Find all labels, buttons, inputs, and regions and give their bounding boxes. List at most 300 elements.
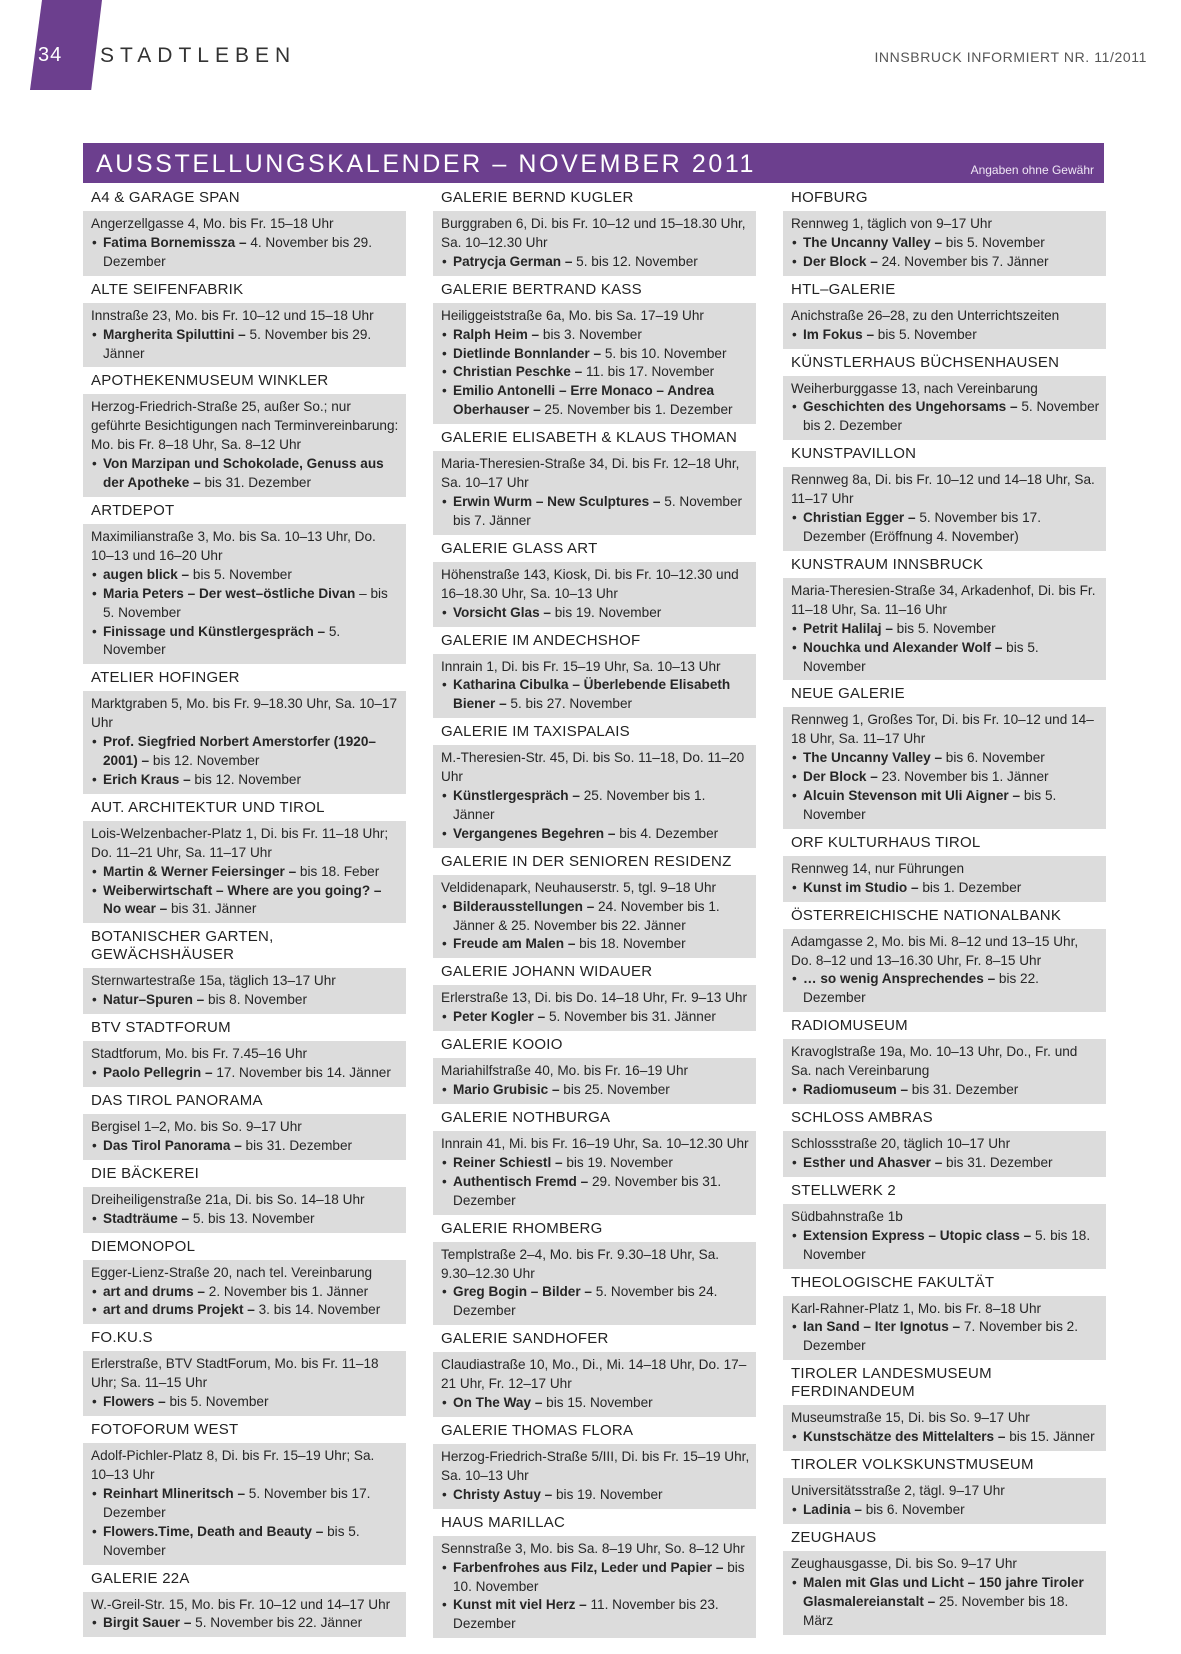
exhibition-dates: bis 31. Dezember — [200, 475, 312, 491]
exhibition-title: Radiomuseum – — [803, 1082, 908, 1098]
venue-entry — [83, 1418, 406, 1564]
venue-entry — [433, 426, 756, 535]
exhibition-item — [791, 749, 1100, 768]
exhibition-dates: 5. bis 27. November — [506, 696, 633, 712]
venue-name: FOTOFORUM WEST — [91, 1421, 239, 1439]
venue-details — [83, 1114, 406, 1160]
exhibition-item — [91, 455, 400, 493]
exhibition-dates: bis 12. November — [190, 771, 301, 787]
exhibition-dates: 2. November bis 1. Jänner — [204, 1283, 369, 1299]
exhibition-dates: bis 5. November — [103, 1523, 360, 1558]
venue-details — [433, 303, 756, 424]
exhibition-dates: bis 4. Dezember — [615, 825, 719, 841]
exhibition-title: Geschichten des Ungehorsams – — [803, 399, 1018, 415]
exhibition-title: Farbenfrohes aus Filz, Leder und Papier – — [453, 1559, 724, 1575]
exhibition-item — [441, 345, 750, 364]
venue-info: Angerzellgasse 4, Mo. bis Fr. 15–18 Uhr — [91, 216, 334, 231]
venue-details — [83, 1351, 406, 1416]
exhibition-item — [91, 733, 400, 771]
exhibition-item — [791, 509, 1100, 547]
exhibition-item — [441, 825, 750, 844]
exhibition-item — [441, 1394, 750, 1413]
exhibition-dates: 5. November bis 31. Jänner — [545, 1009, 716, 1025]
exhibition-title: Greg Bogin – Bilder – — [453, 1284, 592, 1300]
exhibition-dates: bis 12. November — [149, 753, 260, 769]
venue-details — [783, 303, 1106, 349]
venue-details — [83, 1443, 406, 1564]
exhibition-dates: bis 31. Jänner — [167, 901, 257, 917]
exhibition-item — [91, 623, 400, 661]
venue-entry — [783, 351, 1106, 441]
venue-info: Sennstraße 3, Mo. bis Sa. 8–19 Uhr, So. 8–12 Uhr — [441, 1540, 745, 1556]
venue-name: SCHLOSS AMBRAS — [791, 1109, 933, 1126]
exhibition-dates: 29. November bis 31. Dezember — [453, 1173, 722, 1208]
venue-entry — [83, 925, 406, 1014]
venue-details — [433, 875, 756, 959]
venue-details — [433, 985, 756, 1031]
venue-name: ALTE SEIFENFABRIK — [91, 280, 244, 298]
venue-details — [783, 1405, 1106, 1451]
venue-details — [433, 1444, 756, 1509]
venue-details — [783, 1131, 1106, 1177]
exhibition-dates: 5. bis 12. November — [572, 253, 698, 269]
issue-label: INNSBRUCK INFORMIERT NR. 11/2011 — [874, 49, 1147, 65]
exhibition-dates: 24. November bis 1. Jänner & 25. November bis 22. Jänner — [453, 898, 720, 933]
exhibition-title: art and drums – — [103, 1283, 205, 1299]
venue-name: BTV STADTFORUM — [91, 1019, 231, 1037]
exhibition-title: Reinhart Mlineritsch – — [103, 1485, 246, 1501]
venue-info: Herzog-Friedrich-Straße 5/III, Di. bis Fr. 15–19 Uhr, Sa. 10–13 Uhr — [441, 1448, 750, 1483]
venue-info: Bergisel 1–2, Mo. bis So. 9–17 Uhr — [91, 1119, 302, 1134]
exhibition-item — [791, 253, 1100, 272]
exhibition-title: Extension Express – Utopic class – — [803, 1227, 1032, 1243]
exhibition-dates: 24. November bis 7. Jänner — [877, 253, 1049, 269]
exhibition-dates: bis 6. November — [942, 750, 1045, 766]
venue-info: Schlossstraße 20, täglich 10–17 Uhr — [791, 1136, 1011, 1151]
exhibition-title: Vergangenes Begehren – — [453, 825, 616, 841]
exhibition-title: Christian Peschke – — [453, 364, 583, 380]
venue-name: ÖSTERREICHISCHE NATIONALBANK — [791, 906, 1062, 924]
venue-info: Adolf-Pichler-Platz 8, Di. bis Fr. 15–19 Uhr; Sa. 10–13 Uhr — [91, 1448, 375, 1482]
venue-name: KUNSTRAUM INNSBRUCK — [791, 555, 984, 573]
venue-entry — [83, 499, 406, 664]
exhibition-title: Reiner Schiestl – — [453, 1154, 563, 1170]
venue-name: KUNSTPAVILLON — [791, 445, 917, 463]
exhibition-dates: bis 6. November — [861, 1501, 965, 1517]
venue-name: ORF KULTURHAUS TIROL — [791, 833, 981, 851]
venue-name: BOTANISCHER GARTEN, GEWÄCHSHÄUSER — [91, 928, 274, 964]
venue-info: Marktgraben 5, Mo. bis Fr. 9–18.30 Uhr, Sa. 10–17 Uhr — [91, 696, 398, 731]
venue-info: Sternwartestraße 15a, täglich 13–17 Uhr — [91, 973, 336, 989]
venue-entry — [783, 278, 1106, 349]
venue-entry — [83, 186, 406, 276]
exhibition-dates: 5. November bis 24. Dezember — [453, 1284, 718, 1319]
exhibition-item — [441, 493, 750, 531]
venue-info: Rennweg 1, täglich von 9–17 Uhr — [791, 216, 993, 231]
exhibition-dates: 25. November bis 18. März — [803, 1593, 1069, 1628]
exhibition-item — [91, 1210, 400, 1229]
exhibition-item — [791, 879, 1100, 898]
venue-details — [83, 394, 406, 497]
venue-entry — [433, 850, 756, 959]
venue-entry — [83, 1162, 406, 1233]
venue-entry — [433, 1217, 756, 1326]
exhibition-dates: 5. bis 13. November — [189, 1210, 315, 1226]
exhibition-dates: bis 5. November — [892, 620, 996, 636]
exhibition-dates: bis 1. Dezember — [918, 879, 1022, 895]
exhibition-title: Erich Kraus – — [103, 771, 191, 787]
venue-entry — [83, 1016, 406, 1087]
exhibition-item — [791, 1081, 1100, 1100]
venue-info: Claudiastraße 10, Mo., Di., Mi. 14–18 Uhr, Do. 17–21 Uhr, Fr. 12–17 Uhr — [441, 1357, 747, 1392]
exhibition-title: Flowers.Time, Death and Beauty – — [103, 1523, 324, 1539]
exhibition-title: Christy Astuy – — [453, 1486, 553, 1502]
exhibition-title: Freude am Malen – — [453, 936, 576, 952]
exhibition-title: Fatima Bornemissza – — [103, 234, 247, 250]
venue-info: Herzog-Friedrich-Straße 25, außer So.; nur geführte Besichtigungen nach Terminvereinbarung: Mo. bis Fr. 8–18 Uhr, Sa. 8–12 Uhr — [91, 399, 399, 453]
exhibition-dates: 5. November bis 29. Jänner — [103, 326, 372, 361]
venue-entry — [783, 186, 1106, 276]
venue-entry — [433, 1327, 756, 1417]
exhibition-dates: 5. November bis 22. Jänner — [191, 1615, 363, 1631]
venue-name: TIROLER LANDESMUSEUM FERDINANDEUM — [791, 1365, 992, 1401]
exhibition-title: art and drums Projekt – — [103, 1302, 255, 1318]
venue-details — [783, 1296, 1106, 1361]
exhibition-title: On The Way – — [453, 1395, 543, 1411]
venue-name: GALERIE RHOMBERG — [441, 1219, 603, 1237]
venue-details — [433, 1536, 756, 1639]
exhibition-dates: bis 5. November — [803, 788, 1057, 822]
exhibition-dates: 17. November bis 14. Jänner — [212, 1065, 391, 1081]
venue-entry — [783, 1526, 1106, 1635]
section-label: STADTLEBEN — [100, 44, 297, 67]
exhibition-title: Birgit Sauer – — [103, 1615, 192, 1631]
page-number: 34 — [38, 44, 63, 66]
venue-name: A4 & GARAGE SPAN — [91, 189, 240, 206]
venue-details — [433, 1131, 756, 1215]
venue-details — [83, 524, 406, 664]
venue-details — [433, 1058, 756, 1104]
venue-name: HOFBURG — [791, 189, 868, 206]
exhibition-dates: bis 19. November — [552, 1486, 663, 1502]
exhibition-title: Kunst im Studio – — [803, 879, 919, 895]
exhibition-title: Katharina Cibulka – Überlebende Elisabeth Biener – — [453, 677, 731, 712]
exhibition-item — [441, 326, 750, 345]
exhibition-item — [791, 1154, 1100, 1173]
venue-info: Mariahilfstraße 40, Mo. bis Fr. 16–19 Uhr — [441, 1063, 689, 1079]
exhibition-item — [91, 585, 400, 623]
exhibition-title: Martin & Werner Feiersinger – — [103, 863, 297, 879]
venue-name: GALERIE IN DER SENIOREN RESIDENZ — [441, 852, 732, 870]
venue-info: Egger-Lienz-Straße 20, nach tel. Vereinbarung — [91, 1264, 373, 1280]
venue-details — [83, 1041, 406, 1087]
exhibition-dates: 5. November bis 2. Dezember — [803, 399, 1100, 434]
exhibition-title: Erwin Wurm – New Sculptures – — [453, 493, 661, 509]
exhibition-dates: bis 18. November — [575, 936, 686, 952]
venue-name: ARTDEPOT — [91, 501, 175, 519]
exhibition-item — [791, 1318, 1100, 1356]
venue-details — [433, 745, 756, 848]
venue-name: GALERIE BERTRAND KASS — [441, 280, 642, 298]
venue-name: GALERIE BERND KUGLER — [441, 189, 634, 206]
venue-name: GALERIE 22A — [91, 1569, 190, 1587]
exhibition-item — [91, 234, 400, 272]
exhibition-dates: 5. November bis 17. Dezember (Eröffnung 4. November) — [803, 510, 1041, 544]
exhibition-dates: bis 3. November — [539, 326, 642, 342]
exhibition-dates: bis 22. Dezember — [803, 971, 1039, 1006]
venue-details — [783, 578, 1106, 681]
exhibition-item — [791, 1428, 1100, 1447]
venue-name: GALERIE ELISABETH & KLAUS THOMAN — [441, 429, 738, 447]
venue-details — [83, 691, 406, 794]
exhibition-title: Margherita Spiluttini – — [103, 326, 246, 342]
venue-info: Veldidenapark, Neuhauserstr. 5, tgl. 9–18 Uhr — [441, 879, 717, 895]
venue-info: Höhenstraße 143, Kiosk, Di. bis Fr. 10–12.30 und 16–18.30 Uhr, Sa. 10–13 Uhr — [441, 566, 739, 601]
exhibition-item — [441, 382, 750, 420]
exhibition-title: The Uncanny Valley – — [803, 750, 943, 766]
exhibition-title: Peter Kogler – — [453, 1009, 546, 1025]
venue-name: HTL–GALERIE — [791, 280, 896, 298]
venue-info: Innrain 1, Di. bis Fr. 15–19 Uhr, Sa. 10–13 Uhr — [441, 658, 721, 674]
exhibition-item — [791, 620, 1100, 639]
venue-info: Dreiheiligenstraße 21a, Di. bis So. 14–18 Uhr — [91, 1191, 365, 1207]
venue-details — [433, 451, 756, 535]
venue-details — [83, 821, 406, 924]
venue-info: Maximilianstraße 3, Mo. bis Sa. 10–13 Uhr, Do. 10–13 und 16–20 Uhr — [91, 528, 376, 563]
exhibition-item — [91, 991, 400, 1010]
banner-note: Angaben ohne Gewähr — [970, 163, 1094, 177]
venue-entry — [783, 1271, 1106, 1361]
exhibition-dates: 11. bis 17. November — [582, 364, 715, 380]
exhibition-title: Von Marzipan und Schokolade, Genuss aus der Apotheke – — [103, 456, 384, 491]
exhibition-title: Künstlergespräch – — [453, 788, 580, 804]
venue-info: Maria-Theresien-Straße 34, Arkadenhof, Di. bis Fr. 11–18 Uhr, Sa. 11–16 Uhr — [791, 582, 1096, 617]
exhibition-dates: bis 5. November — [189, 566, 292, 582]
venue-entry — [433, 1033, 756, 1104]
venue-name: GALERIE KOOIO — [441, 1036, 563, 1054]
venue-name: KÜNSTLERHAUS BÜCHSENHAUSEN — [791, 353, 1060, 371]
venue-details — [83, 1592, 406, 1638]
exhibition-title: Petrit Halilaj – — [803, 620, 893, 636]
venue-details — [783, 856, 1106, 902]
exhibition-item — [441, 1008, 750, 1027]
venue-info: Innrain 41, Mi. bis Fr. 16–19 Uhr, Sa. 10–12.30 Uhr — [441, 1136, 749, 1151]
exhibition-item — [441, 1486, 750, 1505]
exhibition-item — [441, 1154, 750, 1173]
venue-name: NEUE GALERIE — [791, 685, 905, 703]
exhibition-dates: – bis 5. November — [103, 585, 388, 620]
venue-name: FO.KU.S — [91, 1329, 153, 1347]
venue-entry — [783, 1106, 1106, 1177]
venue-entry — [83, 1326, 406, 1416]
venue-info: Südbahnstraße 1b — [791, 1208, 903, 1224]
exhibition-dates: 5. November bis 17. Dezember — [103, 1485, 371, 1520]
exhibition-title: Nouchka und Alexander Wolf – — [803, 639, 1003, 655]
exhibition-dates: bis 31. Dezember — [908, 1082, 1019, 1098]
exhibition-item — [91, 771, 400, 790]
venue-name: THEOLOGISCHE FAKULTÄT — [791, 1273, 995, 1291]
venue-name: GALERIE IM TAXISPALAIS — [441, 723, 630, 741]
venue-details — [783, 1204, 1106, 1269]
venue-entry — [433, 278, 756, 424]
venue-name: RADIOMUSEUM — [791, 1017, 908, 1035]
exhibition-item — [441, 1173, 750, 1211]
exhibition-title: The Uncanny Valley – — [803, 234, 943, 250]
exhibition-title: Weiberwirtschaft – Where are you going? – No wear – — [103, 882, 382, 917]
exhibition-item — [441, 898, 750, 936]
exhibition-item — [791, 1501, 1100, 1520]
exhibition-item — [791, 639, 1100, 677]
venue-info: Erlerstraße 13, Di. bis Do. 14–18 Uhr, Fr. 9–13 Uhr — [441, 990, 747, 1006]
exhibition-title: Natur–Spuren – — [103, 992, 205, 1008]
venue-name: HAUS MARILLAC — [441, 1513, 566, 1531]
exhibition-dates: 25. November bis 1. Dezember — [540, 402, 733, 418]
venue-entry — [783, 1179, 1106, 1269]
venue-info: Museumstraße 15, Di. bis So. 9–17 Uhr — [791, 1410, 1030, 1426]
exhibition-dates: bis 15. November — [542, 1395, 653, 1411]
venue-info: M.-Theresien-Str. 45, Di. bis So. 11–18, Do. 11–20 Uhr — [441, 750, 745, 785]
exhibition-dates: bis 19. November — [550, 604, 662, 620]
venue-entry — [83, 1567, 406, 1638]
exhibition-dates: 5. bis 18. November — [803, 1227, 1091, 1262]
exhibition-dates: bis 15. Jänner — [1005, 1429, 1095, 1445]
exhibition-dates: bis 10. November — [453, 1559, 745, 1594]
exhibition-title: Emilio Antonelli – Erre Monaco – Andrea Oberhauser – — [453, 383, 715, 418]
venue-details — [783, 1478, 1106, 1524]
exhibition-item — [791, 326, 1100, 345]
exhibition-dates: 25. November bis 1. Jänner — [453, 788, 706, 822]
venue-entry — [783, 904, 1106, 1013]
venue-details — [433, 1352, 756, 1417]
column-2 — [433, 186, 756, 1640]
column-1 — [83, 186, 406, 1639]
exhibition-title: Finissage und Künstlergespräch – — [103, 623, 326, 639]
exhibition-dates: 11. November bis 23. Dezember — [453, 1597, 719, 1632]
venue-entry — [783, 442, 1106, 551]
exhibition-item — [791, 787, 1100, 825]
exhibition-dates: bis 5. November — [803, 639, 1039, 674]
venue-info: Rennweg 1, Großes Tor, Di. bis Fr. 10–12 und 14–18 Uhr, Sa. 11–17 Uhr — [791, 712, 1094, 747]
exhibition-item — [441, 1559, 750, 1597]
exhibition-title: Im Fokus – — [803, 326, 875, 342]
exhibition-item — [441, 935, 750, 954]
exhibition-dates: bis 19. November — [562, 1154, 673, 1170]
venue-info: Kravoglstraße 19a, Mo. 10–13 Uhr, Do., Fr. und Sa. nach Vereinbarung — [791, 1044, 1078, 1079]
exhibition-item — [441, 363, 750, 382]
exhibition-title: Bilderausstellungen – — [453, 898, 595, 914]
exhibition-dates: 4. November bis 29. Dezember — [103, 234, 372, 269]
exhibition-item — [91, 1064, 400, 1083]
venue-name: APOTHEKENMUSEUM WINKLER — [91, 372, 329, 390]
exhibition-dates: bis 5. November — [874, 326, 977, 342]
exhibition-title: Malen mit Glas und Licht – 150 jahre Tiroler Glasmalereianstalt – — [803, 1574, 1084, 1609]
venue-entry — [783, 1453, 1106, 1524]
venue-entry — [433, 960, 756, 1031]
venue-entry — [83, 666, 406, 794]
venue-details — [783, 211, 1106, 276]
exhibition-item — [91, 1614, 400, 1633]
exhibition-title: Ralph Heim – — [453, 326, 540, 342]
exhibition-title: Stadträume – — [103, 1210, 190, 1226]
venue-entry — [83, 796, 406, 924]
venue-entry — [783, 682, 1106, 828]
exhibition-title: Alcuin Stevenson mit Uli Aigner – — [803, 788, 1021, 804]
exhibition-title: Mario Grubisic – — [453, 1082, 560, 1098]
exhibition-item — [441, 604, 750, 623]
venue-name: GALERIE GLASS ART — [441, 539, 598, 557]
calendar-banner — [83, 143, 1104, 183]
venue-info: Anichstraße 26–28, zu den Unterrichtszeiten — [791, 307, 1060, 323]
venue-details — [83, 211, 406, 276]
exhibition-title: Paolo Pellegrin – — [103, 1065, 213, 1081]
exhibition-item — [791, 398, 1100, 436]
exhibition-title: Flowers – — [103, 1394, 166, 1410]
venue-details — [83, 303, 406, 368]
venue-name: DIEMONOPOL — [91, 1237, 196, 1255]
exhibition-dates: bis 31. Dezember — [942, 1154, 1053, 1170]
venue-info: Lois-Welzenbacher-Platz 1, Di. bis Fr. 11–18 Uhr; Do. 11–21 Uhr, Sa. 11–17 Uhr — [91, 825, 389, 860]
venue-info: Heiliggeiststraße 6a, Mo. bis Sa. 17–19 Uhr — [441, 307, 704, 323]
venue-entry — [783, 831, 1106, 902]
venue-entry — [83, 369, 406, 497]
column-3 — [783, 186, 1106, 1637]
venue-entry — [783, 1362, 1106, 1451]
venue-info: Burggraben 6, Di. bis Fr. 10–12 und 15–18.30 Uhr, Sa. 10–12.30 Uhr — [441, 216, 746, 250]
exhibition-title: Authentisch Fremd – — [453, 1173, 589, 1189]
venue-entry — [83, 1089, 406, 1160]
exhibition-dates: 5. bis 10. November — [601, 345, 727, 361]
venue-entry — [783, 553, 1106, 681]
venue-details — [433, 562, 756, 627]
venue-details — [783, 467, 1106, 551]
exhibition-dates: 3. bis 14. November — [254, 1302, 381, 1318]
exhibition-item — [91, 326, 400, 364]
venue-details — [783, 1039, 1106, 1104]
banner-title: AUSSTELLUNGSKALENDER – NOVEMBER 2011 — [96, 150, 757, 178]
exhibition-title: Ladinia – — [803, 1501, 862, 1517]
venue-details — [783, 707, 1106, 828]
exhibition-title: Kunst mit viel Herz – — [453, 1597, 587, 1613]
venue-info: Zeughausgasse, Di. bis So. 9–17 Uhr — [791, 1555, 1017, 1571]
venue-entry — [433, 1511, 756, 1639]
exhibition-item — [91, 1393, 400, 1412]
venue-name: ATELIER HOFINGER — [91, 669, 240, 687]
exhibition-item — [791, 1574, 1100, 1631]
venue-name: ZEUGHAUS — [791, 1528, 877, 1546]
venue-entry — [433, 720, 756, 848]
exhibition-item — [791, 768, 1100, 787]
venue-info: Universitätsstraße 2, tägl. 9–17 Uhr — [791, 1483, 1005, 1499]
exhibition-dates: bis 25. November — [559, 1082, 670, 1098]
venue-info: W.-Greil-Str. 15, Mo. bis Fr. 10–12 und 14–17 Uhr — [91, 1596, 391, 1612]
exhibition-title: Der Block – — [803, 769, 878, 785]
exhibition-item — [91, 1137, 400, 1156]
exhibition-title: augen blick – — [103, 566, 190, 582]
exhibition-item — [91, 566, 400, 585]
exhibition-dates: 7. November bis 2. Dezember — [803, 1319, 1078, 1354]
exhibition-item — [91, 1283, 400, 1302]
venue-details — [783, 929, 1106, 1013]
venue-info: Stadtforum, Mo. bis Fr. 7.45–16 Uhr — [91, 1046, 308, 1062]
exhibition-item — [91, 1301, 400, 1320]
exhibition-item — [791, 1227, 1100, 1265]
exhibition-dates: 5. November bis 7. Jänner — [453, 493, 743, 528]
venue-info: Erlerstraße, BTV StadtForum, Mo. bis Fr. 11–18 Uhr; Sa. 11–15 Uhr — [91, 1356, 379, 1391]
venue-details — [433, 211, 756, 276]
exhibition-dates: 5. November — [103, 623, 341, 658]
exhibition-title: Dietlinde Bonnlander – — [453, 345, 602, 361]
venue-entry — [433, 629, 756, 719]
